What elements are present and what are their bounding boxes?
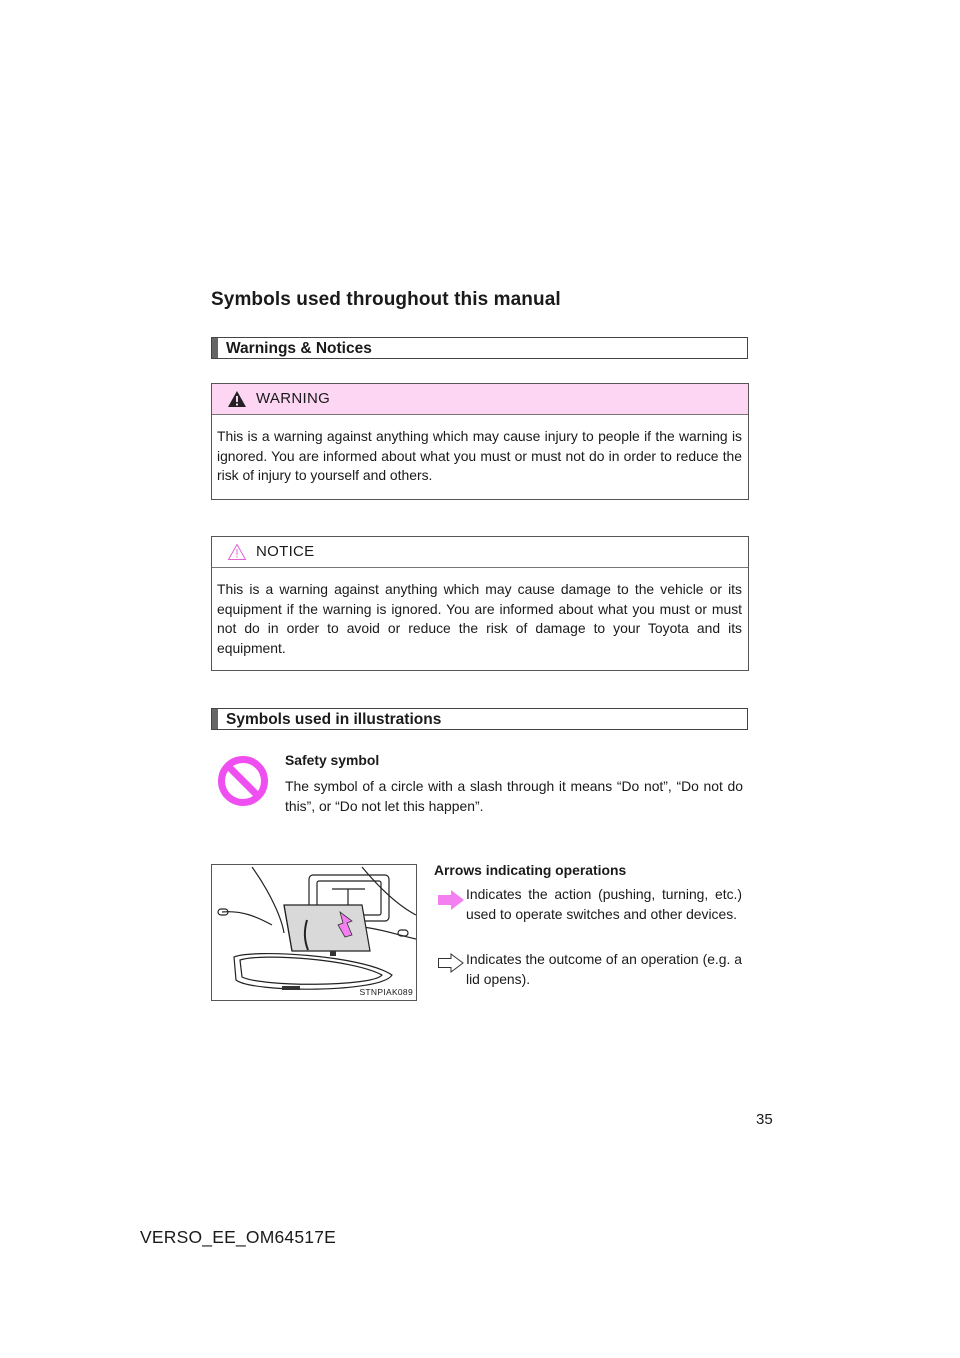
page-number: 35 [756, 1111, 773, 1128]
action-arrow-icon [437, 889, 465, 916]
safety-symbol-text: The symbol of a circle with a slash through it means “Do not”, “Do not do this”, or “Do not let this happen”. [285, 778, 743, 814]
safety-symbol-label: Safety symbol [285, 752, 380, 768]
notice-text: This is a warning against anything which may cause damage to the vehicle or its equipment if the warning is ignored. You are informed about what you must or must not do in order to avoid or reduce the risk of damage to your Toyota and its equipment. [212, 567, 748, 658]
section-heading-illustrations [211, 708, 748, 730]
document-code: VERSO_EE_OM64517E [140, 1227, 337, 1247]
notice-box [211, 536, 749, 671]
prohibition-icon [217, 755, 269, 812]
notice-header [212, 537, 748, 567]
outcome-arrow-text: Indicates the outcome of an operation (e.g. a lid opens). [466, 951, 742, 987]
action-arrow-text: Indicates the action (pushing, turning, etc.) used to operate switches and other devices. [466, 886, 742, 922]
section-heading-label: Warnings & Notices [226, 340, 372, 357]
outcome-arrow-icon [437, 952, 465, 979]
arrows-label: Arrows indicating operations [434, 862, 627, 878]
section-tab [212, 709, 218, 729]
section-heading-warnings [211, 337, 748, 359]
illustration-code: STNPIAK089 [359, 987, 413, 997]
section-tab [212, 338, 218, 358]
page-title: Symbols used throughout this manual [211, 289, 561, 310]
section-heading-label: Symbols used in illustrations [226, 711, 442, 728]
caution-triangle-icon [227, 543, 247, 566]
warning-triangle-icon [227, 390, 247, 413]
notice-label: NOTICE [256, 543, 315, 560]
warning-box [211, 383, 749, 500]
warning-text: This is a warning against anything which may cause injury to people if the warning is ignored. You are informed about what you must or must not do in order to reduce the risk of injury to yourself and others. [212, 414, 748, 486]
console-drawing [212, 865, 416, 1000]
warning-header [212, 384, 748, 414]
overhead-console-illustration [211, 864, 417, 1001]
warning-label: WARNING [256, 390, 331, 407]
